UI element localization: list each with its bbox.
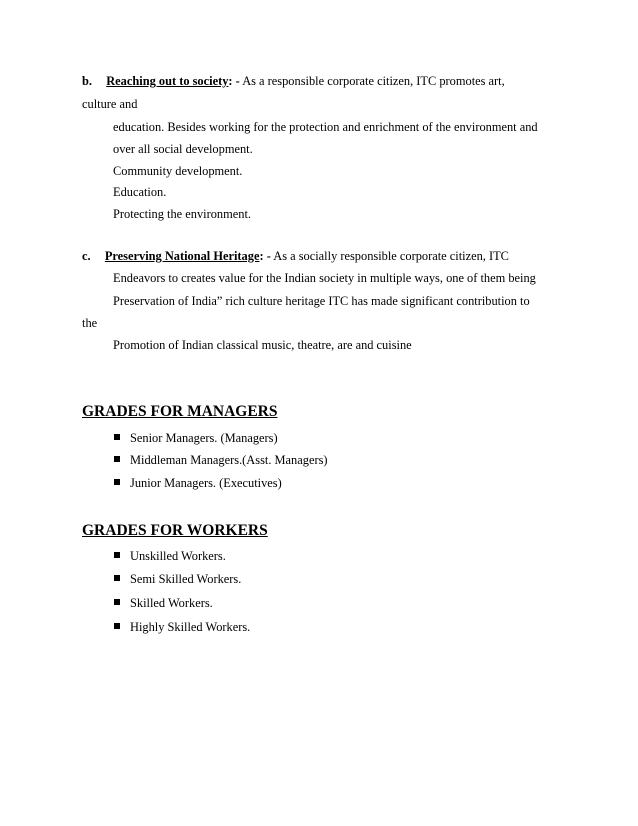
section-c-dash: - [266,249,271,263]
managers-item-2 [114,453,328,468]
workers-item-1-text: Unskilled Workers. [130,549,226,563]
managers-item-1 [114,431,278,446]
section-b-title: Reaching out to society [106,74,229,88]
section-c-line-5: Promotion of Indian classical music, theatre, are and cuisine [113,338,412,352]
section-c-marker: c. [82,249,91,263]
section-b-line-7: Protecting the environment. [113,207,251,221]
managers-heading: GRADES FOR MANAGERS [82,403,278,420]
section-b-line-1-text: As a responsible corporate citizen, ITC promotes art, [239,74,505,88]
section-b-line-6: Education. [113,185,167,199]
workers-item-2 [114,572,241,587]
section-b-line-3: education. Besides working for the protection and enrichment of the environment and [113,120,538,134]
workers-item-2-text: Semi Skilled Workers. [130,572,242,586]
workers-item-1 [114,549,226,564]
section-b-dash: - [235,74,240,88]
section-b-line-2: culture and [82,97,138,111]
bullet-square-icon [114,552,120,558]
section-c-line-1 [82,249,509,264]
section-c-line-1-text: As a socially responsible corporate citizen, ITC [270,249,509,263]
managers-item-2-text: Middleman Managers.(Asst. Managers) [130,453,328,467]
workers-item-3-text: Skilled Workers. [130,596,213,610]
workers-item-4 [114,620,250,635]
section-c-line-3: Preservation of India” rich culture heritage ITC has made significant contribution to [113,294,530,308]
bullet-square-icon [114,456,120,462]
managers-item-3-text: Junior Managers. (Executives) [130,476,282,490]
section-b-line-1 [82,74,505,89]
section-b-line-4: over all social development. [113,142,253,156]
section-b-colon: : [228,74,233,88]
workers-item-3 [114,596,213,611]
section-c-line-2: Endeavors to creates value for the Indian society in multiple ways, one of them being [113,271,536,285]
bullet-square-icon [114,434,120,440]
bullet-square-icon [114,575,120,581]
section-c-colon: : [259,249,264,263]
managers-item-3 [114,476,282,491]
managers-item-1-text: Senior Managers. (Managers) [130,431,278,445]
bullet-square-icon [114,599,120,605]
bullet-square-icon [114,623,120,629]
section-c-title: Preserving National Heritage [104,249,260,263]
bullet-square-icon [114,479,120,485]
section-c-line-4: the [82,316,98,330]
section-b-marker: b. [82,74,92,88]
workers-heading: GRADES FOR WORKERS [82,522,268,539]
workers-item-4-text: Highly Skilled Workers. [130,620,251,634]
section-b-line-5: Community development. [113,164,243,178]
